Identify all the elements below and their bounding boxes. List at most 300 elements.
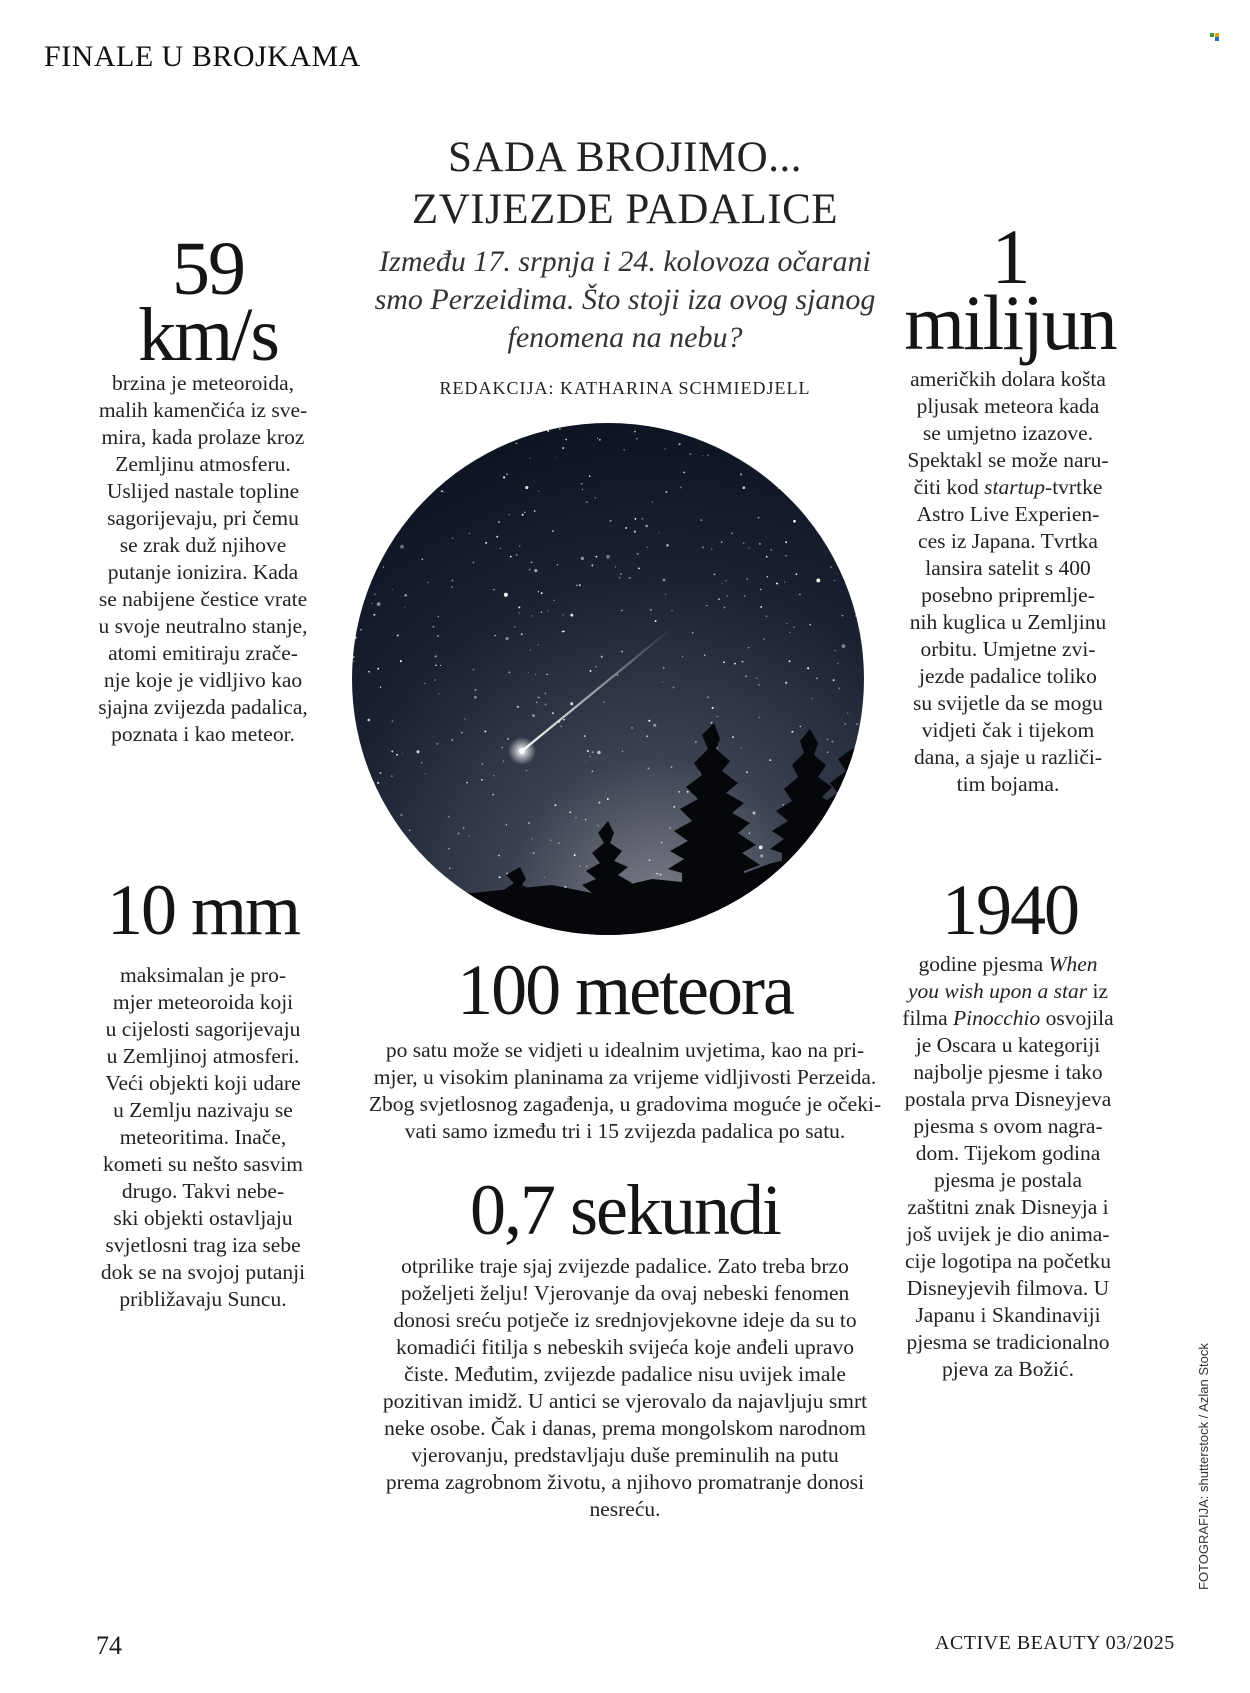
star-dot <box>503 760 505 762</box>
star-dot <box>575 817 576 818</box>
star-dot <box>592 751 594 753</box>
star-dot <box>371 603 372 604</box>
star-dot <box>547 610 548 611</box>
star-dot <box>713 442 714 443</box>
star-dot <box>499 876 501 878</box>
star-dot <box>615 566 616 567</box>
star-dot <box>429 869 431 871</box>
star-dot <box>740 473 742 475</box>
star-dot <box>469 836 470 837</box>
star-dot <box>826 456 828 458</box>
star-dot <box>768 883 771 886</box>
star-dot <box>634 518 636 520</box>
star-dot <box>545 703 547 705</box>
star-dot <box>845 723 847 725</box>
size-figure: 10 mm <box>106 870 299 950</box>
star-dot <box>589 756 591 758</box>
star-dot <box>760 589 761 590</box>
star-dot <box>610 520 612 522</box>
star-dot <box>855 547 857 549</box>
text-line: jezde padalice toliko <box>919 664 1097 688</box>
star-dot <box>590 670 592 672</box>
star-dot <box>528 672 529 673</box>
star-dot <box>519 545 520 546</box>
star-dot <box>682 656 683 657</box>
star-dot <box>711 722 713 724</box>
star-dot <box>647 547 648 548</box>
star-dot <box>599 439 601 441</box>
star-dot <box>678 791 680 793</box>
star-dot <box>368 671 370 673</box>
star-dot <box>559 428 561 430</box>
star-dot <box>433 626 435 628</box>
text-span: čiti kod <box>913 475 985 499</box>
star-dot <box>829 826 830 827</box>
star-dot <box>383 566 384 567</box>
size-text <box>58 962 348 1313</box>
byline: REDAKCIJA: KATHARINA SCHMIEDJELL <box>439 378 811 398</box>
star-dot <box>438 616 439 617</box>
star-dot <box>758 684 760 686</box>
star-dot <box>438 693 439 694</box>
title-line: SADA BROJIMO... <box>448 134 802 181</box>
star-dot <box>656 873 658 875</box>
star-dot <box>663 667 665 669</box>
text-line: dom. Tijekom godina <box>915 1141 1101 1165</box>
star-dot <box>360 629 362 631</box>
star-dot <box>834 828 835 829</box>
star-dot <box>746 771 748 773</box>
star-dot <box>853 578 854 579</box>
star-dot <box>464 719 465 720</box>
star-dot <box>665 491 667 493</box>
star-dot <box>506 473 508 475</box>
star-dot <box>557 564 558 565</box>
star-dot <box>788 458 789 459</box>
lead-line: smo Perzeidima. Što stoji iza ovog sjanog <box>374 283 876 316</box>
star-dot <box>465 434 466 435</box>
star-dot <box>786 623 787 624</box>
star-dot <box>606 555 610 559</box>
star-dot <box>505 637 508 640</box>
star-dot <box>591 564 593 566</box>
star-dot <box>522 514 524 516</box>
shooting-star-photo <box>352 423 864 935</box>
star-dot <box>648 768 650 770</box>
text-line: neke osobe. Čak i danas, prema mongolskom narodnom <box>384 1416 866 1440</box>
star-dot <box>740 748 741 749</box>
text-line: zaštitni znak Disneyja i <box>907 1195 1109 1219</box>
text-line: brzina je meteoroida, <box>111 371 295 395</box>
text-line: otprilike traje sjaj zvijezde padalice. Zato treba brzo <box>401 1254 849 1278</box>
star-dot <box>554 423 555 424</box>
text-line: Zbog svjetlosnog zagađenja, u gradovima moguće je očeki- <box>368 1092 882 1116</box>
star-dot <box>848 818 850 820</box>
star-dot <box>538 697 540 699</box>
star-dot <box>535 674 536 675</box>
text-line: maksimalan je pro- <box>120 963 286 987</box>
star-dot <box>554 600 555 601</box>
star-dot <box>789 632 790 633</box>
star-dot <box>353 656 355 658</box>
star-dot <box>461 732 463 734</box>
star-dot <box>776 582 778 584</box>
star-dot <box>760 854 763 857</box>
star-dot <box>584 735 586 737</box>
star-dot <box>607 798 609 800</box>
star-dot <box>636 438 637 439</box>
star-dot <box>393 884 395 886</box>
text-line: komadići fitilja s nebeskih svijeća koje anđeli upravo <box>396 1335 854 1359</box>
star-dot <box>524 512 526 514</box>
star-dot <box>753 812 756 815</box>
star-dot <box>759 845 763 849</box>
text-line: poznata i kao meteor. <box>111 722 295 746</box>
shooting-star-icon <box>352 423 864 935</box>
star-dot <box>538 591 539 592</box>
duration-text <box>310 1253 940 1523</box>
star-dot <box>574 854 576 856</box>
text-line: atomi emitiraju zrače- <box>108 641 298 665</box>
star-dot <box>669 827 671 829</box>
star-dot <box>793 520 796 523</box>
star-dot <box>859 814 861 816</box>
million-figure-unit: milijun <box>904 279 1116 366</box>
star-dot <box>856 723 858 725</box>
text-line: još uvijek je dio anima- <box>906 1222 1110 1246</box>
star-dot <box>823 509 825 511</box>
star-dot <box>700 519 702 521</box>
star-dot <box>712 707 714 709</box>
star-dot <box>425 773 426 774</box>
star-dot <box>652 501 653 502</box>
text-line: Astro Live Experien- <box>916 502 1100 526</box>
star-dot <box>400 814 402 816</box>
text-line: po satu može se vidjeti u idealnim uvjetima, kao na pri- <box>385 1038 865 1062</box>
star-dot <box>518 606 520 608</box>
star-dot <box>407 889 409 891</box>
star-dot <box>411 445 413 447</box>
star-dot <box>437 635 438 636</box>
star-dot <box>756 677 757 678</box>
star-dot <box>587 750 589 752</box>
star-dot <box>813 867 814 868</box>
photo-credit: FOTOGRAFIJA: shutterstock / Azlan Stock <box>1196 1343 1211 1590</box>
star-dot <box>810 502 812 504</box>
star-dot <box>830 888 832 890</box>
text-line: vjerovanju, predstavljaju duše preminulih na putu <box>411 1443 839 1467</box>
star-dot <box>570 614 573 617</box>
italic-term: When <box>1048 952 1098 976</box>
star-dot <box>809 624 811 626</box>
star-dot <box>702 546 704 548</box>
text-line: Spektakl se može naru- <box>907 448 1109 472</box>
text-span: iz <box>1087 979 1109 1003</box>
star-dot <box>649 859 651 861</box>
star-dot <box>727 596 728 597</box>
star-dot <box>727 434 729 436</box>
text-line: su svijetle da se mogu <box>913 691 1103 715</box>
star-dot <box>748 547 749 548</box>
text-line: Disneyjevih filmova. U <box>906 1276 1110 1300</box>
star-dot <box>435 872 437 874</box>
text-span: godine pjesma <box>918 952 1049 976</box>
star-dot <box>840 522 842 524</box>
star-dot <box>422 470 424 472</box>
star-dot <box>658 532 659 533</box>
star-dot <box>448 848 450 850</box>
star-dot <box>504 593 508 597</box>
star-dot <box>784 582 785 583</box>
text-line <box>868 474 1148 501</box>
star-dot <box>842 615 843 616</box>
star-dot <box>528 822 530 824</box>
star-dot <box>724 607 726 609</box>
star-dot <box>467 441 468 442</box>
star-dot <box>646 735 648 737</box>
star-dot <box>545 693 546 694</box>
text-line: u Zemljinoj atmosferi. <box>106 1044 300 1068</box>
star-dot <box>503 476 505 478</box>
star-dot <box>404 607 405 608</box>
star-dot <box>759 543 761 545</box>
star-dot <box>837 663 838 664</box>
star-dot <box>581 483 583 485</box>
star-dot <box>641 518 643 520</box>
star-dot <box>536 702 538 704</box>
star-dot <box>550 839 552 841</box>
year-figure: 1940 <box>942 870 1078 950</box>
star-dot <box>492 794 494 796</box>
star-dot <box>732 736 734 738</box>
text-span: -tvrtke <box>1045 475 1103 499</box>
star-dot <box>530 649 531 650</box>
star-dot <box>731 532 733 534</box>
star-dot <box>597 751 601 755</box>
star-dot <box>397 867 399 869</box>
star-dot <box>397 890 398 891</box>
star-dot <box>655 620 657 622</box>
star-dot <box>463 827 464 828</box>
star-dot <box>436 743 438 745</box>
star-dot <box>830 444 832 446</box>
star-dot <box>679 443 681 445</box>
star-dot <box>745 675 747 677</box>
star-dot <box>816 578 820 582</box>
text-span: filma <box>902 1006 954 1030</box>
star-dot <box>717 442 718 443</box>
star-dot <box>665 594 667 596</box>
count-figure: 100 meteora <box>457 950 793 1030</box>
star-dot <box>621 610 623 612</box>
text-line: putanje ionizira. Kada <box>107 560 299 584</box>
text-line: svjetlosni trag iza sebe <box>105 1233 301 1257</box>
corner-registration-mark-icon <box>1210 33 1220 41</box>
star-dot <box>501 747 503 749</box>
year-text <box>868 951 1148 1383</box>
star-dot <box>832 464 833 465</box>
star-dot <box>391 775 393 777</box>
star-dot <box>380 687 381 688</box>
star-dot <box>378 856 379 857</box>
star-dot <box>707 696 708 697</box>
text-line: drugo. Takvi nebe- <box>121 1179 285 1203</box>
star-dot <box>434 679 435 680</box>
star-dot <box>673 687 675 689</box>
text-line: pjesma se tradicionalno <box>906 1330 1110 1354</box>
text-line: je Oscara u kategoriji <box>915 1033 1101 1057</box>
italic-term: Pinocchio <box>953 1006 1041 1030</box>
star-dot <box>659 873 662 876</box>
text-line: posebno pripremlje- <box>921 583 1095 607</box>
star-dot <box>622 751 623 752</box>
italic-term: you wish upon a star <box>907 979 1088 1003</box>
star-dot <box>704 655 705 656</box>
text-line: u Zemlju nazivaju se <box>113 1098 293 1122</box>
star-dot <box>402 753 403 754</box>
star-dot <box>409 829 411 831</box>
star-dot <box>404 594 407 597</box>
star-dot <box>558 842 559 843</box>
star-dot <box>518 612 519 613</box>
star-dot <box>373 614 375 616</box>
star-dot <box>435 665 437 667</box>
text-line: u svoje neutralno stanje, <box>98 614 308 638</box>
text-line: mjer, u visokim planinama za vrijeme vidljivosti Perzeida. <box>373 1065 877 1089</box>
star-dot <box>514 626 516 628</box>
star-dot <box>597 825 599 827</box>
text-line: sjajna zvijezda padalica, <box>98 695 308 719</box>
star-dot <box>828 534 830 536</box>
star-dot <box>493 589 494 590</box>
star-dot <box>645 525 648 528</box>
article-title <box>330 132 920 236</box>
star-dot <box>769 426 771 428</box>
text-line: postala prva Disneyjeva <box>904 1087 1112 1111</box>
star-dot <box>816 864 818 866</box>
star-dot <box>850 567 852 569</box>
star-dot <box>838 558 840 560</box>
star-dot <box>589 475 591 477</box>
star-dot <box>863 795 864 796</box>
star-dot <box>837 839 839 841</box>
text-line: pjesma s ovom nagra- <box>913 1114 1103 1138</box>
star-dot <box>702 455 703 456</box>
section-label: FINALE U BROJKAMA <box>44 40 361 73</box>
star-dot <box>579 865 580 866</box>
star-dot <box>827 739 828 740</box>
star-dot <box>604 702 605 703</box>
duration-figure: 0,7 sekundi <box>470 1170 780 1250</box>
star-dot <box>552 712 554 714</box>
star-dot <box>535 425 537 427</box>
star-dot <box>496 536 498 538</box>
text-line: cije logotipa na početku <box>905 1249 1111 1273</box>
star-dot <box>531 838 532 839</box>
star-dot <box>586 865 588 867</box>
star-dot <box>661 842 663 844</box>
star-dot <box>533 852 535 854</box>
star-dot <box>585 761 586 762</box>
star-dot <box>563 719 565 721</box>
star-dot <box>509 514 510 515</box>
star-dot <box>663 579 666 582</box>
star-dot <box>498 855 500 857</box>
star-dot <box>400 545 404 549</box>
star-dot <box>734 663 736 665</box>
text-line: se nabijene čestice vrate <box>98 587 308 611</box>
text-line: nje koje je vidljivo kao <box>103 668 303 692</box>
star-dot <box>421 558 423 560</box>
star-dot <box>449 867 451 869</box>
star-dot <box>839 460 840 461</box>
star-dot <box>397 863 399 865</box>
text-line: mjer meteoroida koji <box>112 990 294 1014</box>
million-figure <box>880 213 1140 366</box>
star-dot <box>503 436 505 438</box>
star-dot <box>835 866 837 868</box>
star-dot <box>707 455 708 456</box>
star-dot <box>400 660 402 662</box>
star-dot <box>855 615 857 617</box>
star-dot <box>570 702 573 705</box>
star-dot <box>621 651 623 653</box>
star-dot <box>451 739 453 741</box>
text-line: pozitivan imidž. U antici se vjerovalo da najavljuju smrt <box>382 1389 868 1413</box>
star-dot <box>758 717 759 718</box>
star-dot <box>601 656 603 658</box>
star-dot <box>421 762 423 764</box>
star-dot <box>379 772 381 774</box>
star-dot <box>690 453 691 454</box>
star-dot <box>448 816 450 818</box>
star-dot <box>569 811 571 813</box>
star-dot <box>638 568 640 570</box>
star-dot <box>582 489 583 490</box>
speed-figure-unit: km/s <box>138 293 278 377</box>
star-dot <box>619 577 620 578</box>
star-dot <box>789 878 791 880</box>
star-dot <box>748 647 750 649</box>
star-dot <box>367 533 368 534</box>
count-text <box>310 1037 940 1145</box>
star-dot <box>665 448 666 449</box>
text-line <box>868 1005 1148 1032</box>
star-dot <box>835 650 836 651</box>
star-dot <box>440 665 441 666</box>
star-dot <box>416 750 419 753</box>
text-line: kometi su nešto sasvim <box>102 1152 304 1176</box>
star-dot <box>525 486 528 489</box>
star-dot <box>544 877 545 878</box>
star-dot <box>785 682 787 684</box>
star-dot <box>592 771 593 772</box>
star-dot <box>546 674 548 676</box>
star-dot <box>714 574 716 576</box>
star-dot <box>742 661 744 663</box>
star-dot <box>494 635 496 637</box>
star-dot <box>506 824 507 825</box>
star-dot <box>823 826 824 827</box>
star-dot <box>827 752 828 753</box>
star-dot <box>695 741 697 743</box>
star-dot <box>717 747 718 748</box>
text-line: pjeva za Božić. <box>942 1357 1074 1381</box>
star-dot <box>788 660 790 662</box>
star-dot <box>855 503 857 505</box>
star-dot <box>357 779 359 781</box>
text-line: se umjetno izazove. <box>922 421 1094 445</box>
